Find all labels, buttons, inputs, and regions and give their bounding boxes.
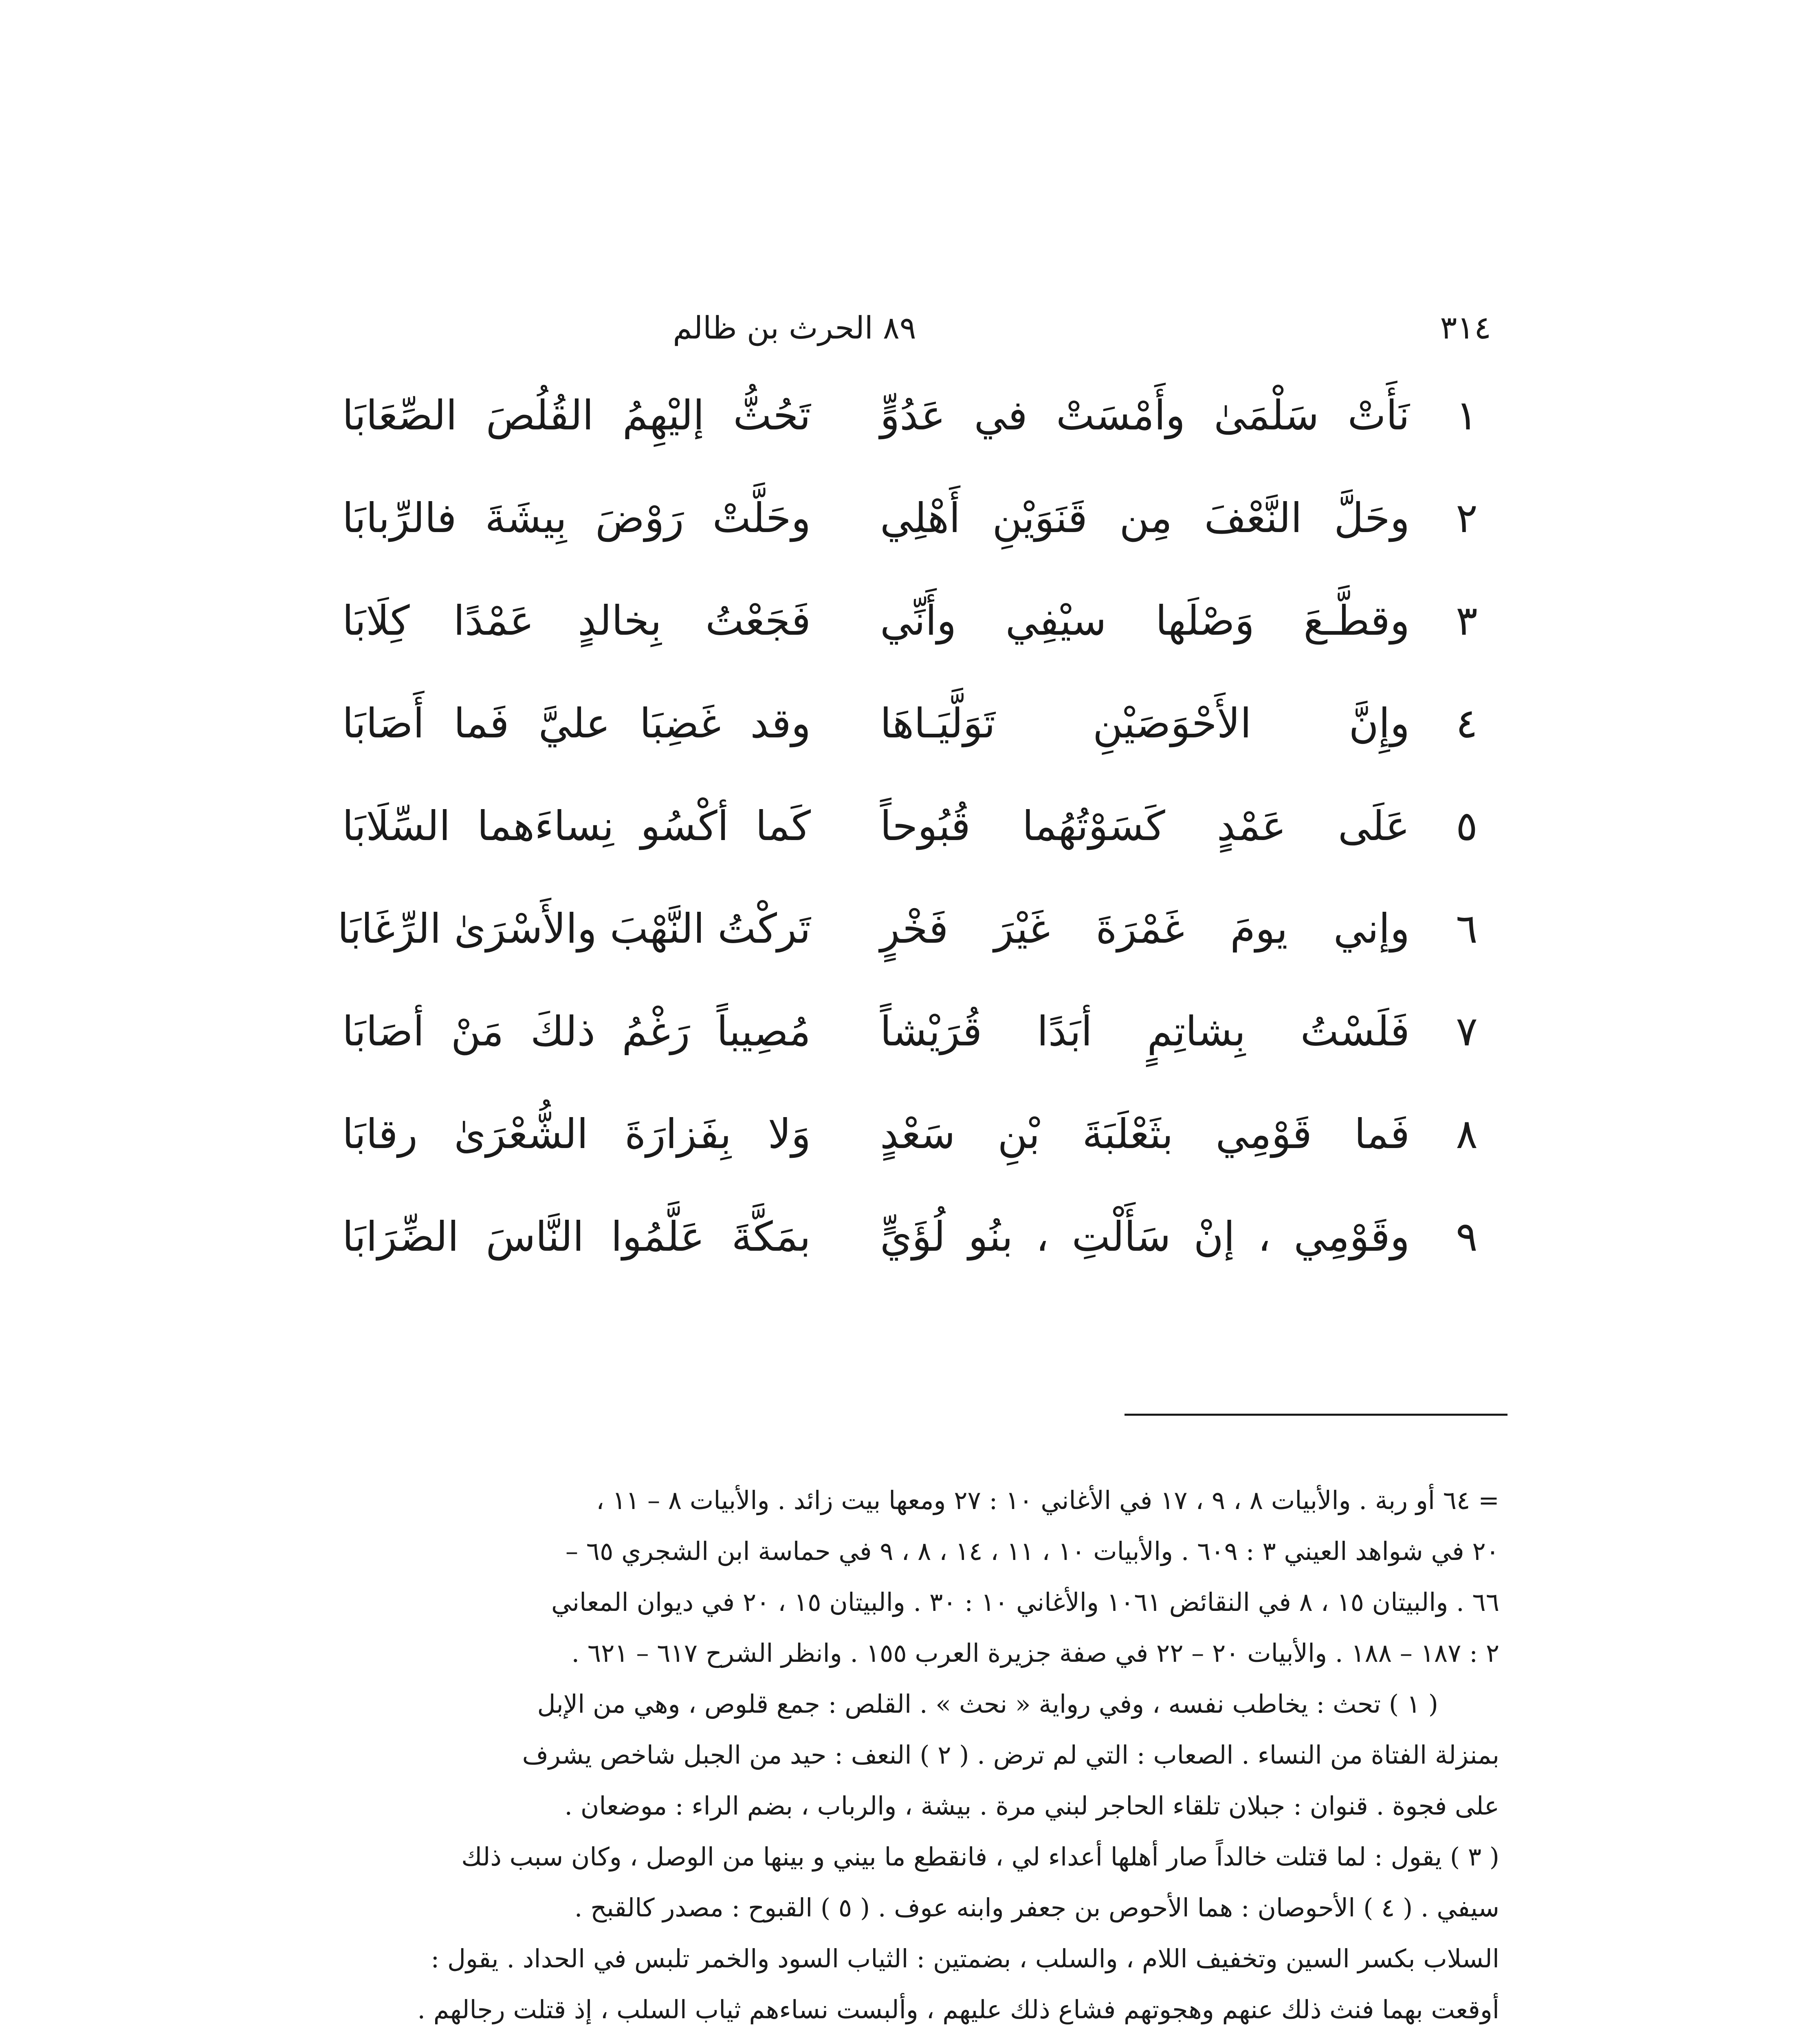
footnote-line: بمنزلة الفتاة من النساء . الصعاب : التي لم ترض . ( ٢ ) النعف : حيد من الجبل شاخص يشرف — [522, 1740, 1499, 1770]
first-hemistich: وقَوْمِي ، إنْ سَأَلْتِ ، بنُو لُؤَيٍّ — [880, 1213, 1410, 1260]
footnote-line: ٢ : ١٨٧ – ١٨٨ . والأبيات ٢٠ – ٢٢ في صفة جزيرة العرب ١٥٥ . وانظر الشرح ٦١٧ – ٦٢١ . — [571, 1638, 1499, 1668]
verse-number: ٦ — [1456, 905, 1478, 953]
second-hemistich: كَما أكْسُو نِساءَهما السِّلَابَا — [342, 802, 811, 850]
first-hemistich: عَلَى عَمْدٍ كَسَوْتُهُما قُبُوحاً — [880, 802, 1410, 850]
first-hemistich: نَأَتْ سَلْمَىٰ وأَمْسَتْ في عَدُوٍّ — [880, 392, 1410, 439]
verse-7 — [342, 983, 1491, 1085]
footnote-line — [318, 2035, 1499, 2037]
first-hemistich: وإني يومَ غَمْرَةَ غَيْرَ فَخْرٍ — [880, 905, 1410, 953]
first-hemistich: فَلَسْتُ بِشاتِمٍ أبَدًا قُرَيْشاً — [880, 1008, 1410, 1055]
footnotes — [318, 1475, 1499, 2037]
verse-9 — [342, 1188, 1491, 1291]
page-header — [338, 299, 1491, 356]
second-hemistich: وحَلَّتْ رَوْضَ بِيشَةَ فالرِّبابَا — [342, 494, 811, 542]
footnote-line: على فجوة . قنوان : جبلان تلقاء الحاجر لبني مرة . بيشة ، والرباب ، بضم الراء : موضعان . — [564, 1791, 1499, 1821]
footnote-line: أوقعت بهما فنث ذلك عنهم وهجوتهم فشاع ذلك عليهم ، وألبست نساءهم ثياب السلب ، إذ قتلت رجالهم . — [417, 1995, 1499, 2024]
footnote-line: ( ٣ ) يقول : لما قتلت خالداً صار أهلها أعداء لي ، فانقطع ما بيني و بينها من الوصل ، وكان سبب ذلك — [461, 1842, 1499, 1872]
verse-number: ٣ — [1456, 597, 1478, 645]
second-hemistich: مُصِيباً رَغْمُ ذلكَ مَنْ أصَابَا — [342, 1008, 811, 1055]
page-number: ٣١٤ — [1440, 310, 1491, 346]
verse-number: ٨ — [1456, 1110, 1478, 1158]
footnote-line: ٢٠ في شواهد العيني ٣ : ٦٠٩ . والأبيات ١٠ ، ١١ ، ١٤ ، ٨ ، ٩ في حماسة ابن الشجري ٦٥ – — [566, 1536, 1499, 1566]
verse-2 — [342, 469, 1491, 572]
footnote-line: ٦٦ . والبيتان ١٥ ، ٨ في النقائض ١٠٦١ والأغاني ١٠ : ٣٠ . والبيتان ١٥ ، ٢٠ في ديوان المعاني — [551, 1587, 1499, 1617]
second-hemistich: تَحُثُّ إليْهِمُ القُلُصَ الصِّعَابَا — [342, 392, 811, 439]
verse-number: ٤ — [1456, 700, 1478, 747]
verse-number: ٧ — [1456, 1008, 1478, 1055]
verse-number: ٥ — [1456, 802, 1478, 850]
first-hemistich: وقطَّـعَ وَصْلَها سيْفِي وأَنِّي — [880, 597, 1410, 645]
footnote-line: السلاب بكسر السين وتخفيف اللام ، والسلب ، بضمتين : الثياب السود والخمر تلبس في الحداد . يقول : — [431, 1944, 1499, 1973]
verse-number: ١ — [1456, 392, 1478, 439]
footnote-divider — [1125, 1414, 1507, 1416]
running-title: ٨٩ الحرث بن ظالم — [673, 310, 916, 346]
first-hemistich: وإِنَّ الأَحْوَصَيْنِ تَوَلَّيَـاهَا — [880, 700, 1410, 747]
second-hemistich: تَركْتُ النَّهْبَ والأَسْرَىٰ الرِّغَابَا — [337, 905, 811, 953]
second-hemistich: وقد غَضِبَا عليَّ فَما أَصَابَا — [342, 700, 811, 747]
verse-1 — [342, 367, 1491, 469]
verse-3 — [342, 572, 1491, 675]
first-hemistich: فَما قَوْمِي بثَعْلَبَةَ بْنِ سَعْدٍ — [880, 1110, 1410, 1158]
verse-8 — [342, 1085, 1491, 1188]
poem — [337, 367, 1491, 1291]
second-hemistich: فَجَعْتُ بِخالدٍ عَمْدًا كِلَابَا — [342, 597, 811, 645]
footnote-line: = ٦٤ أو ربة . والأبيات ٨ ، ٩ ، ١٧ في الأغاني ١٠ : ٢٧ ومعها بيت زائد . والأبيات ٨ – ١١ ، — [596, 1485, 1499, 1515]
verse-number: ٢ — [1456, 494, 1478, 542]
verse-6 — [337, 880, 1491, 983]
footnote-line: سيفي . ( ٤ ) الأحوصان : هما الأحوص بن جعفر وابنه عوف . ( ٥ ) القبوح : مصدر كالقبح . — [574, 1893, 1499, 1923]
first-hemistich: وحَلَّ النَّعْفَ مِن قَنَوَيْنِ أَهْلِي — [880, 494, 1410, 542]
second-hemistich: وَلا بِفَزارَةَ الشُّعْرَىٰ رقابَا — [342, 1110, 811, 1158]
second-hemistich: بمَكَّةَ عَلَّمُوا النَّاسَ الضِّرَابَا — [342, 1213, 811, 1260]
verse-number: ٩ — [1456, 1213, 1478, 1260]
verse-5 — [342, 777, 1491, 880]
verse-4 — [342, 675, 1491, 777]
footnote-line: ( ١ ) تحث : يخاطب نفسه ، وفي رواية « نحث » . القلص : جمع قلوص ، وهي من الإبل — [537, 1689, 1438, 1719]
